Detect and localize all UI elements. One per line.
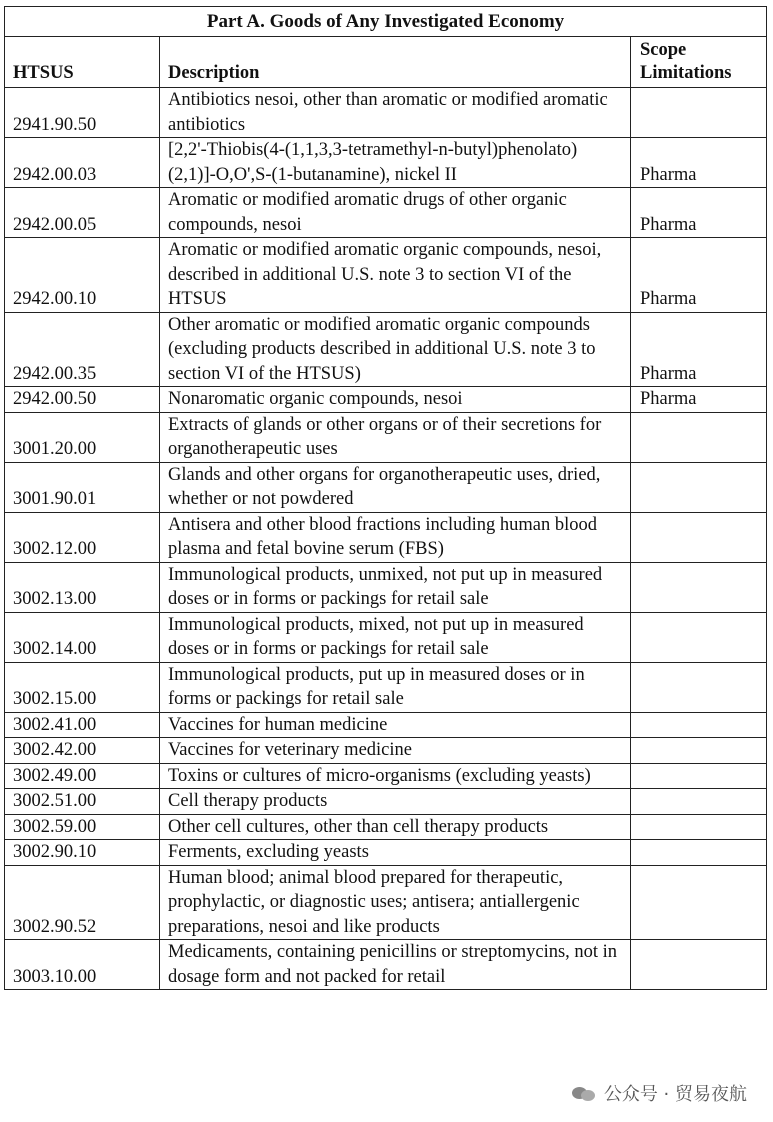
htsus-table (4, 6, 767, 990)
table-row (5, 512, 767, 562)
htsus-code-cell: 3001.20.00 (5, 412, 160, 462)
htsus-code-cell: 3002.90.52 (5, 865, 160, 940)
table-row (5, 738, 767, 764)
htsus-code-cell: 3002.90.10 (5, 840, 160, 866)
description-cell: Aromatic or modified aromatic organic compounds, nesoi, described in additional U.S. note 3 to section VI of the HTSUS (160, 238, 631, 313)
scope-limitation-cell (631, 562, 767, 612)
description-cell: Cell therapy products (160, 789, 631, 815)
htsus-code-cell: 2942.00.10 (5, 238, 160, 313)
table-row (5, 188, 767, 238)
description-cell: Extracts of glands or other organs or of their secretions for organotherapeutic uses (160, 412, 631, 462)
description-cell: Toxins or cultures of micro-organisms (excluding yeasts) (160, 763, 631, 789)
scope-limitation-cell: Pharma (631, 387, 767, 413)
scope-limitation-cell (631, 814, 767, 840)
description-cell: Vaccines for veterinary medicine (160, 738, 631, 764)
table-row (5, 712, 767, 738)
table-row (5, 138, 767, 188)
description-cell: Immunological products, unmixed, not put up in measured doses or in forms or packings for retail sale (160, 562, 631, 612)
header-description: Description (160, 37, 631, 88)
description-cell: Antibiotics nesoi, other than aromatic or modified aromatic antibiotics (160, 88, 631, 138)
description-cell: Aromatic or modified aromatic drugs of other organic compounds, nesoi (160, 188, 631, 238)
scope-limitation-cell: Pharma (631, 138, 767, 188)
scope-limitation-cell (631, 712, 767, 738)
description-cell: Immunological products, put up in measured doses or in forms or packings for retail sale (160, 662, 631, 712)
htsus-code-cell: 3002.13.00 (5, 562, 160, 612)
htsus-code-cell: 3002.59.00 (5, 814, 160, 840)
description-cell: Antisera and other blood fractions including human blood plasma and fetal bovine serum (FBS) (160, 512, 631, 562)
htsus-code-cell: 3002.51.00 (5, 789, 160, 815)
htsus-code-cell: 2942.00.50 (5, 387, 160, 413)
scope-limitation-cell (631, 412, 767, 462)
scope-limitation-cell (631, 840, 767, 866)
table-row (5, 387, 767, 413)
htsus-code-cell: 3002.42.00 (5, 738, 160, 764)
watermark (568, 1080, 751, 1106)
description-cell: Medicaments, containing penicillins or streptomycins, not in dosage form and not packed for retail (160, 940, 631, 990)
htsus-code-cell: 2942.00.35 (5, 312, 160, 387)
header-scope-label: Scope Limitations (640, 40, 732, 83)
scope-limitation-cell (631, 789, 767, 815)
htsus-code-cell: 3003.10.00 (5, 940, 160, 990)
description-cell: Immunological products, mixed, not put up in measured doses or in forms or packings for retail sale (160, 612, 631, 662)
table-body (5, 88, 767, 990)
htsus-code-cell: 3002.12.00 (5, 512, 160, 562)
htsus-code-cell: 2941.90.50 (5, 88, 160, 138)
scope-limitation-cell (631, 88, 767, 138)
wechat-icon (572, 1084, 598, 1102)
table-row (5, 88, 767, 138)
table-title: Part A. Goods of Any Investigated Economy (5, 7, 767, 37)
watermark-text: 公众号 · 贸易夜航 (603, 1084, 747, 1105)
table-title-row (5, 7, 767, 37)
htsus-code-cell: 2942.00.03 (5, 138, 160, 188)
table-row (5, 412, 767, 462)
table-row (5, 662, 767, 712)
htsus-code-cell: 3002.14.00 (5, 612, 160, 662)
table-row (5, 312, 767, 387)
scope-limitation-cell (631, 662, 767, 712)
description-cell: Vaccines for human medicine (160, 712, 631, 738)
description-cell: Nonaromatic organic compounds, nesoi (160, 387, 631, 413)
table-row (5, 814, 767, 840)
table-row (5, 238, 767, 313)
table-row (5, 865, 767, 940)
htsus-code-cell: 3002.15.00 (5, 662, 160, 712)
scope-limitation-cell: Pharma (631, 238, 767, 313)
description-cell: Human blood; animal blood prepared for therapeutic, prophylactic, or diagnostic uses; antisera; antiallergenic preparations, nesoi and like products (160, 865, 631, 940)
description-cell: Other aromatic or modified aromatic organic compounds (excluding products described in additional U.S. note 3 to section VI of the HTSUS) (160, 312, 631, 387)
table-row (5, 562, 767, 612)
table-header-row (5, 37, 767, 88)
description-cell: [2,2'-Thiobis(4-(1,1,3,3-tetramethyl-n-butyl)phenolato)(2,1)]-O,O',S-(1-butanamine), nickel II (160, 138, 631, 188)
htsus-code-cell: 3001.90.01 (5, 462, 160, 512)
document-page (4, 6, 766, 1105)
table-row (5, 840, 767, 866)
table-row (5, 789, 767, 815)
table-row (5, 462, 767, 512)
description-cell: Ferments, excluding yeasts (160, 840, 631, 866)
table-row (5, 763, 767, 789)
htsus-code-cell: 2942.00.05 (5, 188, 160, 238)
scope-limitation-cell: Pharma (631, 312, 767, 387)
scope-limitation-cell (631, 738, 767, 764)
scope-limitation-cell (631, 612, 767, 662)
scope-limitation-cell: Pharma (631, 188, 767, 238)
htsus-code-cell: 3002.41.00 (5, 712, 160, 738)
table-row (5, 612, 767, 662)
scope-limitation-cell (631, 763, 767, 789)
header-htsus: HTSUS (5, 37, 160, 88)
table-row (5, 940, 767, 990)
scope-limitation-cell (631, 512, 767, 562)
scope-limitation-cell (631, 865, 767, 940)
header-scope-limitations (631, 37, 767, 88)
htsus-code-cell: 3002.49.00 (5, 763, 160, 789)
scope-limitation-cell (631, 462, 767, 512)
description-cell: Other cell cultures, other than cell therapy products (160, 814, 631, 840)
description-cell: Glands and other organs for organotherapeutic uses, dried, whether or not powdered (160, 462, 631, 512)
scope-limitation-cell (631, 940, 767, 990)
